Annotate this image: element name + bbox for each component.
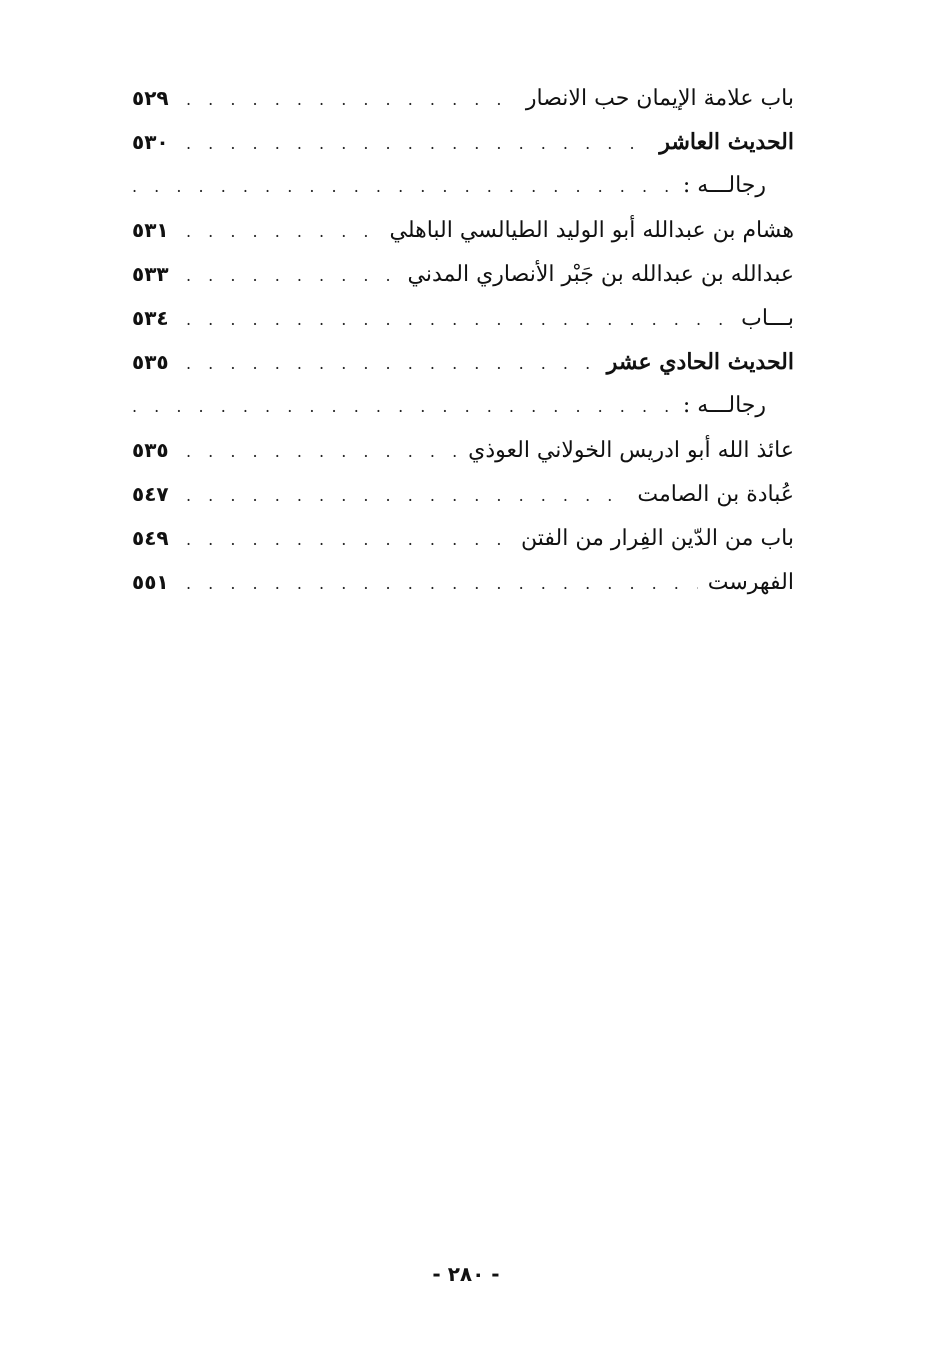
dot-leader bbox=[186, 430, 458, 474]
dot-leader bbox=[186, 298, 731, 342]
toc-entry bbox=[132, 208, 794, 252]
toc-entry bbox=[132, 76, 794, 120]
dot-leader bbox=[186, 122, 649, 166]
dot-leader bbox=[186, 254, 398, 298]
dot-leader bbox=[132, 165, 673, 209]
dot-leader bbox=[132, 385, 673, 429]
dot-leader bbox=[186, 342, 597, 386]
toc-entry-title: عبدالله بن عبدالله بن جَبْر الأنصاري المدني bbox=[407, 262, 794, 287]
toc-entry-title: بـــاب bbox=[741, 306, 794, 331]
toc-entry-title: الحديث العاشر bbox=[659, 129, 794, 155]
toc-entry bbox=[132, 560, 794, 604]
toc-entry bbox=[132, 340, 794, 384]
toc-entry-title: الحديث الحادي عشر bbox=[606, 349, 794, 375]
toc-entry-page: ٥٣٣ bbox=[132, 262, 169, 286]
toc-entry-title: عُبادة بن الصامت bbox=[637, 482, 794, 507]
toc-entry bbox=[132, 296, 794, 340]
toc-entry bbox=[132, 252, 794, 296]
dot-leader bbox=[186, 78, 516, 122]
toc-entry-title: رجالـــه : bbox=[682, 393, 766, 418]
toc-entry bbox=[132, 164, 794, 208]
dot-leader bbox=[186, 562, 698, 606]
page-number: - ٢٨٠ - bbox=[432, 1262, 500, 1286]
toc-entry-title: عائذ الله أبو ادريس الخولاني العوذي bbox=[468, 438, 794, 463]
toc-entry-title: الفهرست bbox=[707, 570, 794, 595]
toc-entry-title: هشام بن عبدالله أبو الوليد الطيالسي الباهلي bbox=[389, 218, 794, 243]
toc-entry bbox=[132, 384, 794, 428]
toc-entry-page: ٥٣٠ bbox=[132, 130, 169, 154]
toc-entry bbox=[132, 428, 794, 472]
toc-entry-page: ٥٢٩ bbox=[132, 86, 169, 110]
toc-entry-page: ٥٣٥ bbox=[132, 350, 169, 374]
toc-entry-page: ٥٣٤ bbox=[132, 306, 169, 330]
toc-entry-title: باب علامة الإيمان حب الانصار bbox=[525, 86, 794, 111]
toc-entry bbox=[132, 516, 794, 560]
dot-leader bbox=[186, 210, 379, 254]
toc-entry bbox=[132, 472, 794, 516]
dot-leader bbox=[186, 474, 627, 518]
toc-entry-page: ٥٥١ bbox=[132, 570, 169, 594]
table-of-contents bbox=[132, 76, 794, 604]
toc-entry-page: ٥٣٥ bbox=[132, 438, 169, 462]
toc-entry-page: ٥٣١ bbox=[132, 218, 169, 242]
toc-entry-title: باب من الدّين الفِرار من الفتن bbox=[521, 526, 794, 551]
toc-entry-page: ٥٤٩ bbox=[132, 526, 169, 550]
toc-entry-page: ٥٤٧ bbox=[132, 482, 169, 506]
dot-leader bbox=[186, 518, 511, 562]
toc-entry-title: رجالـــه : bbox=[682, 173, 766, 198]
toc-entry bbox=[132, 120, 794, 164]
